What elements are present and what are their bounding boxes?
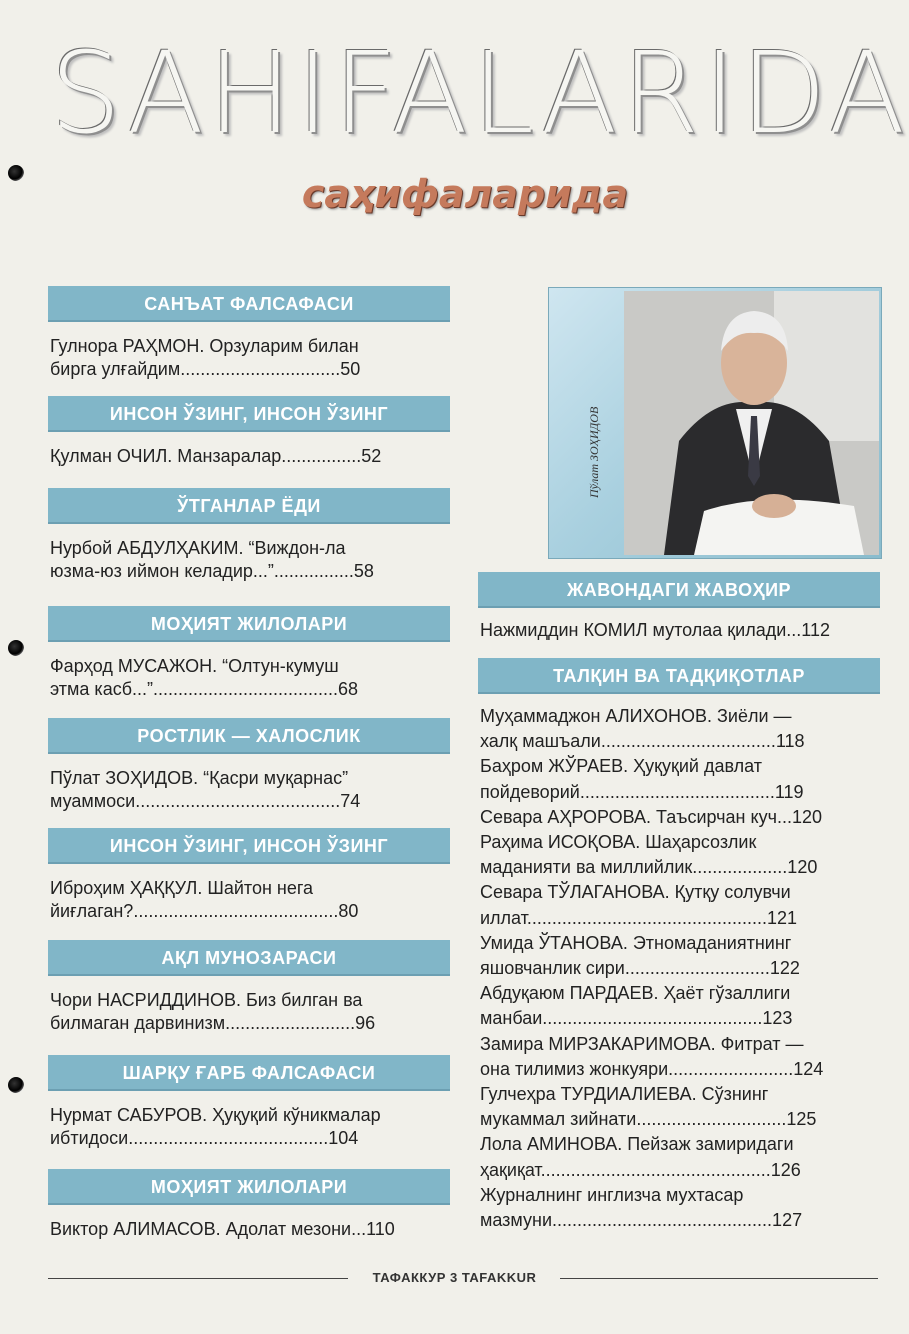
toc-line[interactable]: маданияти ва миллийлик...................120 (480, 857, 818, 878)
section (48, 286, 450, 384)
toc-line[interactable]: Журналнинг инглизча мухтасар (480, 1184, 744, 1205)
contents-right-column (478, 572, 880, 1233)
portrait-image (624, 291, 879, 555)
binder-hole (8, 1077, 24, 1093)
section (48, 1055, 450, 1153)
section-header: МОҲИЯТ ЖИЛОЛАРИ (48, 606, 450, 642)
section (48, 1169, 450, 1247)
toc-entry[interactable]: Гулнора РАҲМОН. Орзуларим билан бирга улғайдим................................50 (50, 336, 361, 379)
toc-entry[interactable]: Иброҳим ҲАҚҚУЛ. Шайтон нега йиғлаган?.........................................80 (50, 878, 359, 921)
contents-left-column (48, 286, 450, 1247)
toc-line[interactable]: пойдеворий.......................................119 (480, 781, 804, 802)
toc-line[interactable]: Раҳима ИСОҚОВА. Шаҳарсозлик (480, 832, 757, 853)
toc-line[interactable]: Лола АМИНОВА. Пейзаж замиридаги (480, 1134, 794, 1155)
toc-entry[interactable]: Нурмат САБУРОВ. Ҳуқуқий кўникмалар ибтидоси........................................104 (50, 1105, 381, 1148)
section (48, 718, 450, 816)
toc-entry[interactable]: Чори НАСРИДДИНОВ. Биз билган ва билмаган дарвинизм..........................96 (50, 990, 376, 1033)
toc-line[interactable]: Гулчеҳра ТУРДИАЛИЕВА. Сўзнинг (480, 1084, 769, 1105)
toc-entry-list (478, 704, 880, 1233)
toc-entry[interactable]: Пўлат ЗОҲИДОВ. “Қасри муқарнас” муаммоси.........................................74 (50, 768, 361, 811)
toc-line[interactable]: Муҳаммаджон АЛИХОНОВ. Зиёли — (480, 706, 792, 726)
toc-line[interactable]: Умида ЎТАНОВА. Этномаданиятнинг (480, 932, 792, 953)
toc-line[interactable]: манбаи............................................123 (480, 1008, 793, 1029)
photo-caption: Пўлат ЗОҲИДОВ (587, 406, 601, 498)
toc-entry[interactable]: Виктор АЛИМАСОВ. Адолат мезони...110 (50, 1219, 395, 1239)
toc-entry[interactable]: Қулман ОЧИЛ. Манзаралар................52 (50, 446, 382, 466)
section (48, 940, 450, 1038)
section (478, 572, 880, 652)
page-subtitle: саҳифаларида (301, 172, 629, 216)
section-header: РОСТЛИК — ХАЛОСЛИК (48, 718, 450, 754)
section (48, 488, 450, 586)
section (48, 396, 450, 474)
toc-line[interactable]: яшовчанлик сири.............................122 (480, 958, 800, 979)
page-footer: ТАФАККУР 3 TAFAKKUR (372, 1270, 537, 1285)
section-header: ТАЛҚИН ВА ТАДҚИҚОТЛАР (478, 658, 880, 694)
section (48, 606, 450, 704)
section-header: МОҲИЯТ ЖИЛОЛАРИ (48, 1169, 450, 1205)
section-header: ИНСОН ЎЗИНГ, ИНСОН ЎЗИНГ (48, 828, 450, 864)
toc-line[interactable]: Баҳром ЖЎРАЕВ. Ҳуқуқий давлат (480, 756, 762, 777)
toc-line[interactable]: Севара ТЎЛАГАНОВА. Қутқу солувчи (480, 882, 791, 903)
page-title: SAHIFALARIDA (50, 29, 909, 159)
binder-hole (8, 640, 24, 656)
section (478, 658, 880, 1233)
toc-entry[interactable]: Фарҳод МУСАЖОН. “Олтун-кумуш этма касб...”.....................................68 (50, 656, 359, 699)
toc-entry[interactable]: Нажмиддин КОМИЛ мутолаа қилади...112 (480, 620, 830, 640)
section-header: САНЪАТ ФАЛСАФАСИ (48, 286, 450, 322)
section-header: ИНСОН ЎЗИНГ, ИНСОН ЎЗИНГ (48, 396, 450, 432)
toc-line[interactable]: она тилимиз жонкуяри.........................124 (480, 1058, 824, 1079)
toc-line[interactable]: мазмуни............................................127 (480, 1210, 803, 1231)
toc-line[interactable]: халқ машъали...................................118 (480, 731, 805, 752)
section-header: ЖАВОНДАГИ ЖАВОҲИР (478, 572, 880, 608)
section-header: АҚЛ МУНОЗАРАСИ (48, 940, 450, 976)
section (48, 828, 450, 926)
section-header: ШАРҚУ ҒАРБ ФАЛСАФАСИ (48, 1055, 450, 1091)
toc-line[interactable]: иллат................................................121 (480, 907, 798, 928)
toc-line[interactable]: ҳақиқат..............................................126 (480, 1159, 801, 1180)
author-photo (548, 287, 882, 559)
toc-line[interactable]: Замира МИРЗАКАРИМОВА. Фитрат — (480, 1033, 804, 1054)
toc-line[interactable]: Севара АҲРОРОВА. Таъсирчан куч...120 (480, 806, 822, 827)
toc-entry[interactable]: Нурбой АБДУЛҲАКИМ. “Виждон-ла юзма-юз иймон келадир...”................58 (50, 538, 374, 581)
toc-line[interactable]: Абдуқаюм ПАРДАЕВ. Ҳаёт гўзаллиги (480, 983, 791, 1004)
toc-line[interactable]: мукаммал зийнати..............................125 (480, 1109, 817, 1130)
section-header: ЎТГАНЛАР ЁДИ (48, 488, 450, 524)
portrait-illustration (624, 291, 879, 555)
